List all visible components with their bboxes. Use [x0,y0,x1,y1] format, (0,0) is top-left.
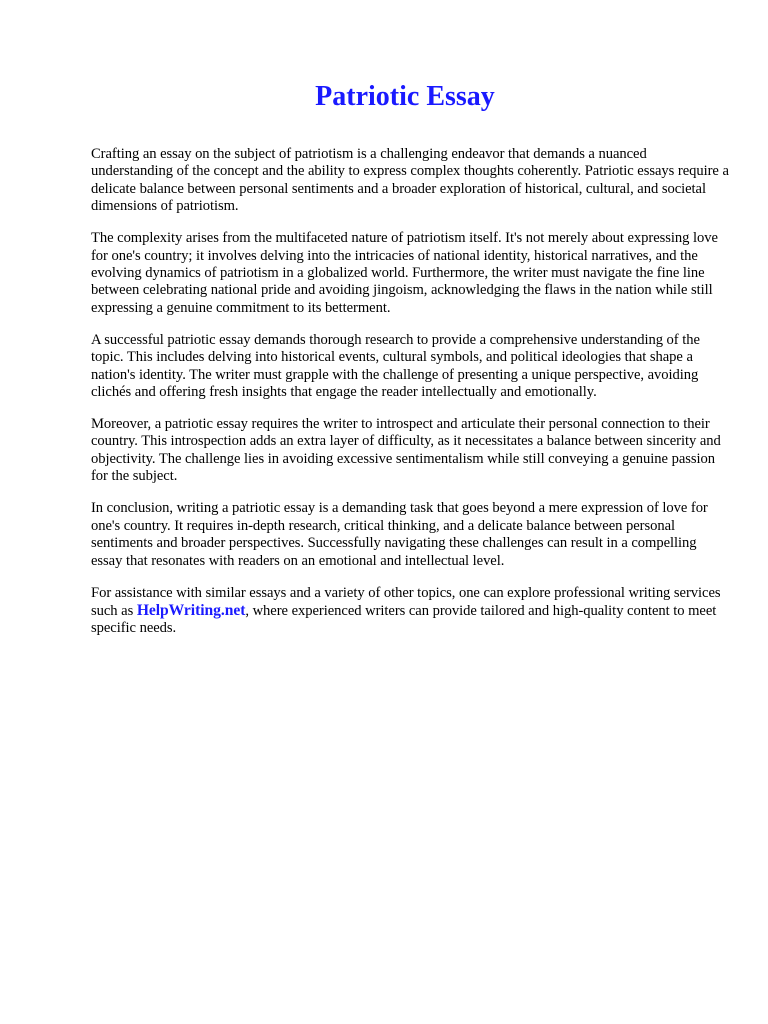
helpwriting-link[interactable]: HelpWriting.net [136,601,246,619]
paragraph-3: A successful patriotic essay demands thorough research to provide a comprehensive understanding of the topic. This includes delving into historical events, cultural symbols, and political ideologies that shape a nation's identity. The writer must grapple with the challenge of presenting a unique perspective, avoiding clichés and offering fresh insights that engage the reader intellectually and emotionally. [91,331,700,401]
paragraph-2: The complexity arises from the multifaceted nature of patriotism itself. It's not merely about expressing love for one's country; it involves delving into the intricacies of national identity, historical narratives, and the evolving dynamics of patriotism in a globalized world. Furthermore, the writer must navigate the fine line between celebrating national pride and avoiding jingoism, acknowledging the flaws in the nation while still expressing a genuine commitment to its betterment. [91,230,718,316]
paragraph-6-before-link: For assistance with similar essays and a variety of other topics, one can explore professional writing services such as [91,584,721,619]
paragraph-1: Crafting an essay on the subject of patriotism is a challenging endeavor that demands a nuanced understanding of the concept and the ability to express complex thoughts coherently. Patriotic essays require a delicate balance between personal sentiments and a broader exploration of historical, cultural, and societal dimensions of patriotism. [91,146,729,215]
paragraph-6-after-link: , where experienced writers can provide tailored and high-quality content to meet specific needs. [91,602,717,637]
paragraph-4: Moreover, a patriotic essay requires the writer to introspect and articulate their personal connection to their country. This introspection adds an extra layer of difficulty, as it necessitates a balance between sincerity and objectivity. The challenge lies in avoiding excessive sentimentalism while still conveying a genuine passion for the subject. [91,416,721,485]
paragraph-6 [91,585,729,638]
page-title: Patriotic Essay [315,81,495,112]
essay-body [91,146,729,652]
paragraph-5: In conclusion, writing a patriotic essay is a demanding task that goes beyond a mere expression of love for one's country. It requires in-depth research, critical thinking, and a delicate balance between personal sentiments and broader perspectives. Successfully navigating these challenges can result in a compelling essay that resonates with readers on an emotional and intellectual level. [91,500,708,569]
